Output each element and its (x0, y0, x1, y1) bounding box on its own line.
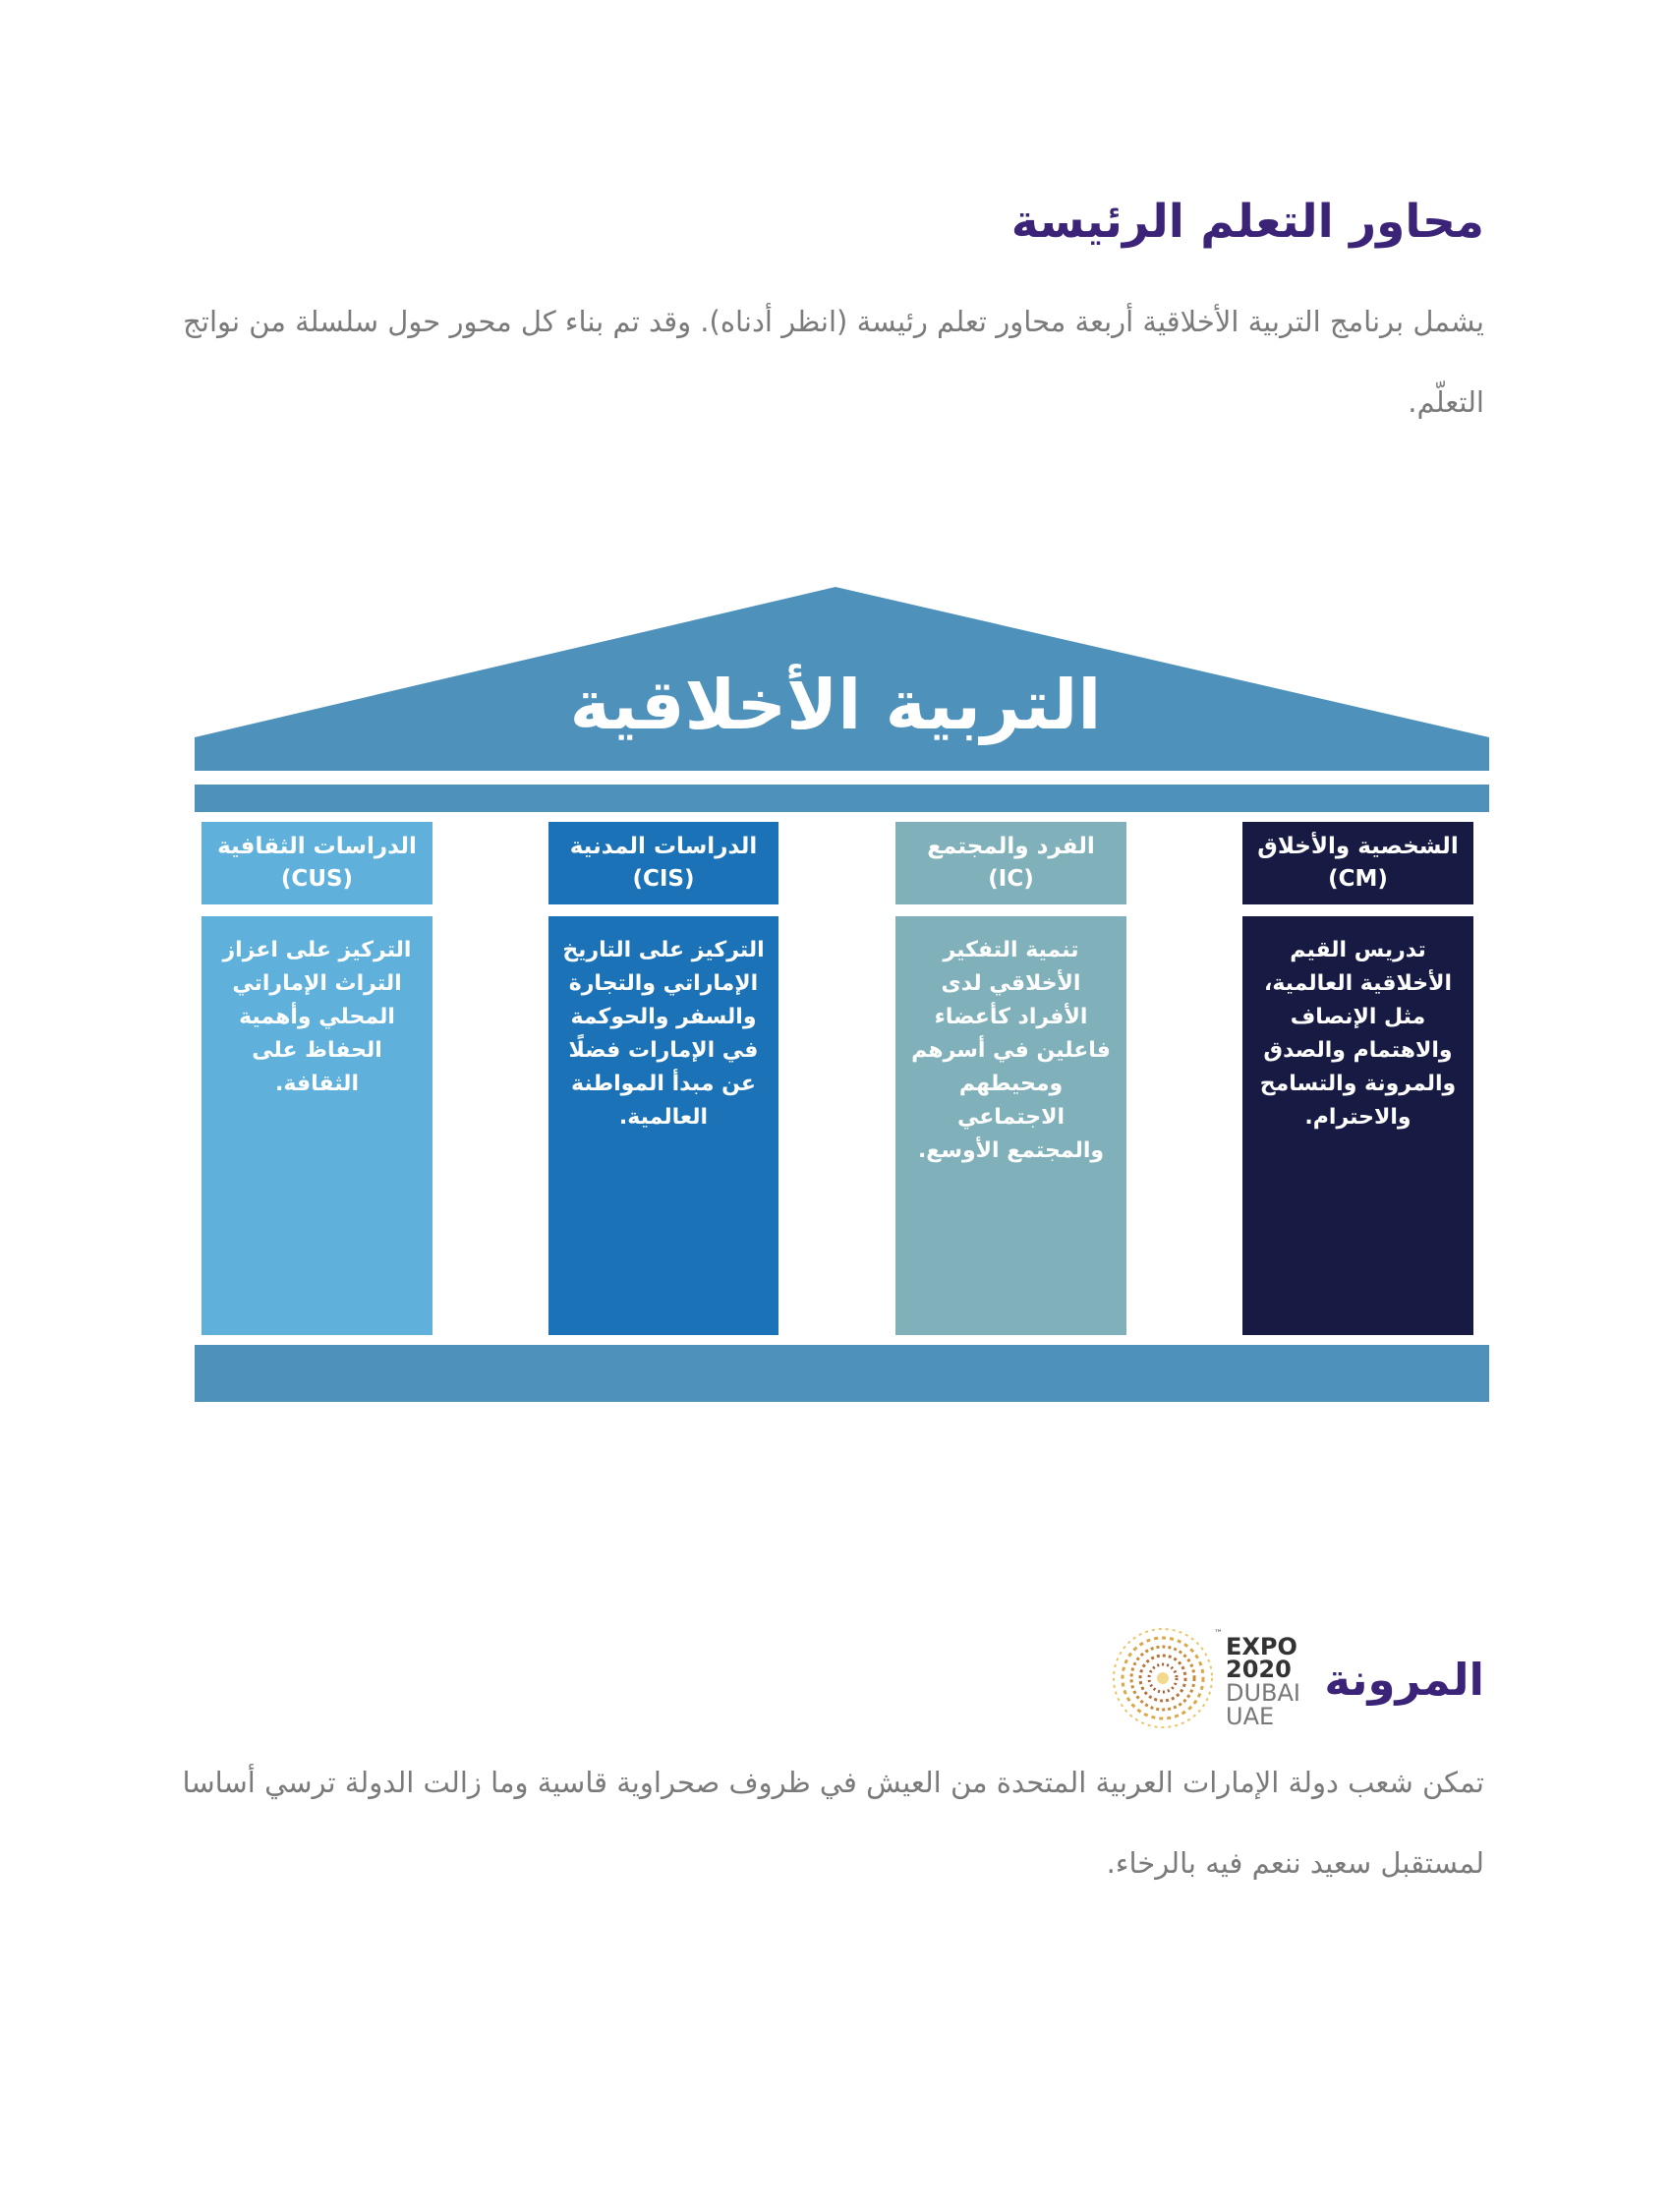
pillar-cis-title: الدراسات المدنية (569, 834, 758, 859)
pillar-cus-description: التركيز على اعزاز التراث الإماراتي المحلي وأهمية الحفاظ على الثقافة. (222, 938, 412, 1096)
intro-paragraph: يشمل برنامج التربية الأخلاقية أربعة محاور تعلم رئيسة (انظر أدناه). وقد تم بناء كل محور حول سلسلة من نواتج التعلّم. (183, 305, 1484, 419)
logo-expo: EXPO (1226, 1633, 1297, 1660)
logo-tm: ™ (1214, 1629, 1223, 1639)
pillar-cus-heading (202, 822, 432, 904)
roof-beam (195, 785, 1489, 812)
expo-2020-logo (1106, 1622, 1317, 1735)
logo-dubai: DUBAI (1226, 1679, 1301, 1707)
pillar-cm-heading (1242, 822, 1473, 904)
pillar-cm-code: (CM) (1328, 866, 1388, 892)
pillar-cis-description: التركيز على التاريخ الإماراتي والتجارة والسفر والحوكمة في الإمارات فضلًا عن مبدأ المواطنة العالمية. (562, 938, 765, 1130)
pillar-ic-heading (895, 822, 1126, 904)
pillar-ic-description: تنمية التفكير الأخلاقي لدى الأفراد كأعضاء فاعلين في أسرهم ومحيطهم الاجتماعي والمجتمع الأوسع. (911, 938, 1111, 1163)
page-title: محاور التعلم الرئيسة (1010, 195, 1484, 249)
logo-year: 2020 (1226, 1656, 1292, 1683)
pillar-cis-heading (548, 822, 778, 904)
pillar-cm-description: تدريس القيم الأخلاقية العالمية، مثل الإنصاف والاهتمام والصدق والمرونة والتسامح والاحترام. (1259, 938, 1457, 1130)
roof-title: التربية الأخلاقية (569, 665, 1102, 745)
resilience-title: المرونة (1324, 1654, 1484, 1706)
pillar-cus-code: (CUS) (280, 866, 354, 892)
expo-emblem-icon (1114, 1629, 1212, 1727)
foundation-beam (195, 1345, 1489, 1402)
resilience-paragraph: تمكن شعب دولة الإمارات العربية المتحدة من العيش في ظروف صحراوية قاسية وما زالت الدولة ترسي أساسا لمستقبل سعيد ننعم فيه بالرخاء. (182, 1766, 1484, 1880)
logo-uae: UAE (1226, 1703, 1275, 1730)
pillar-cus-title: الدراسات الثقافية (217, 834, 417, 859)
pillar-ic-title: الفرد والمجتمع (927, 834, 1095, 859)
pillar-ic-code: (IC) (988, 866, 1034, 892)
pillar-cis-code: (CIS) (632, 866, 695, 892)
pillar-cm-title: الشخصية والأخلاق (1257, 834, 1459, 859)
